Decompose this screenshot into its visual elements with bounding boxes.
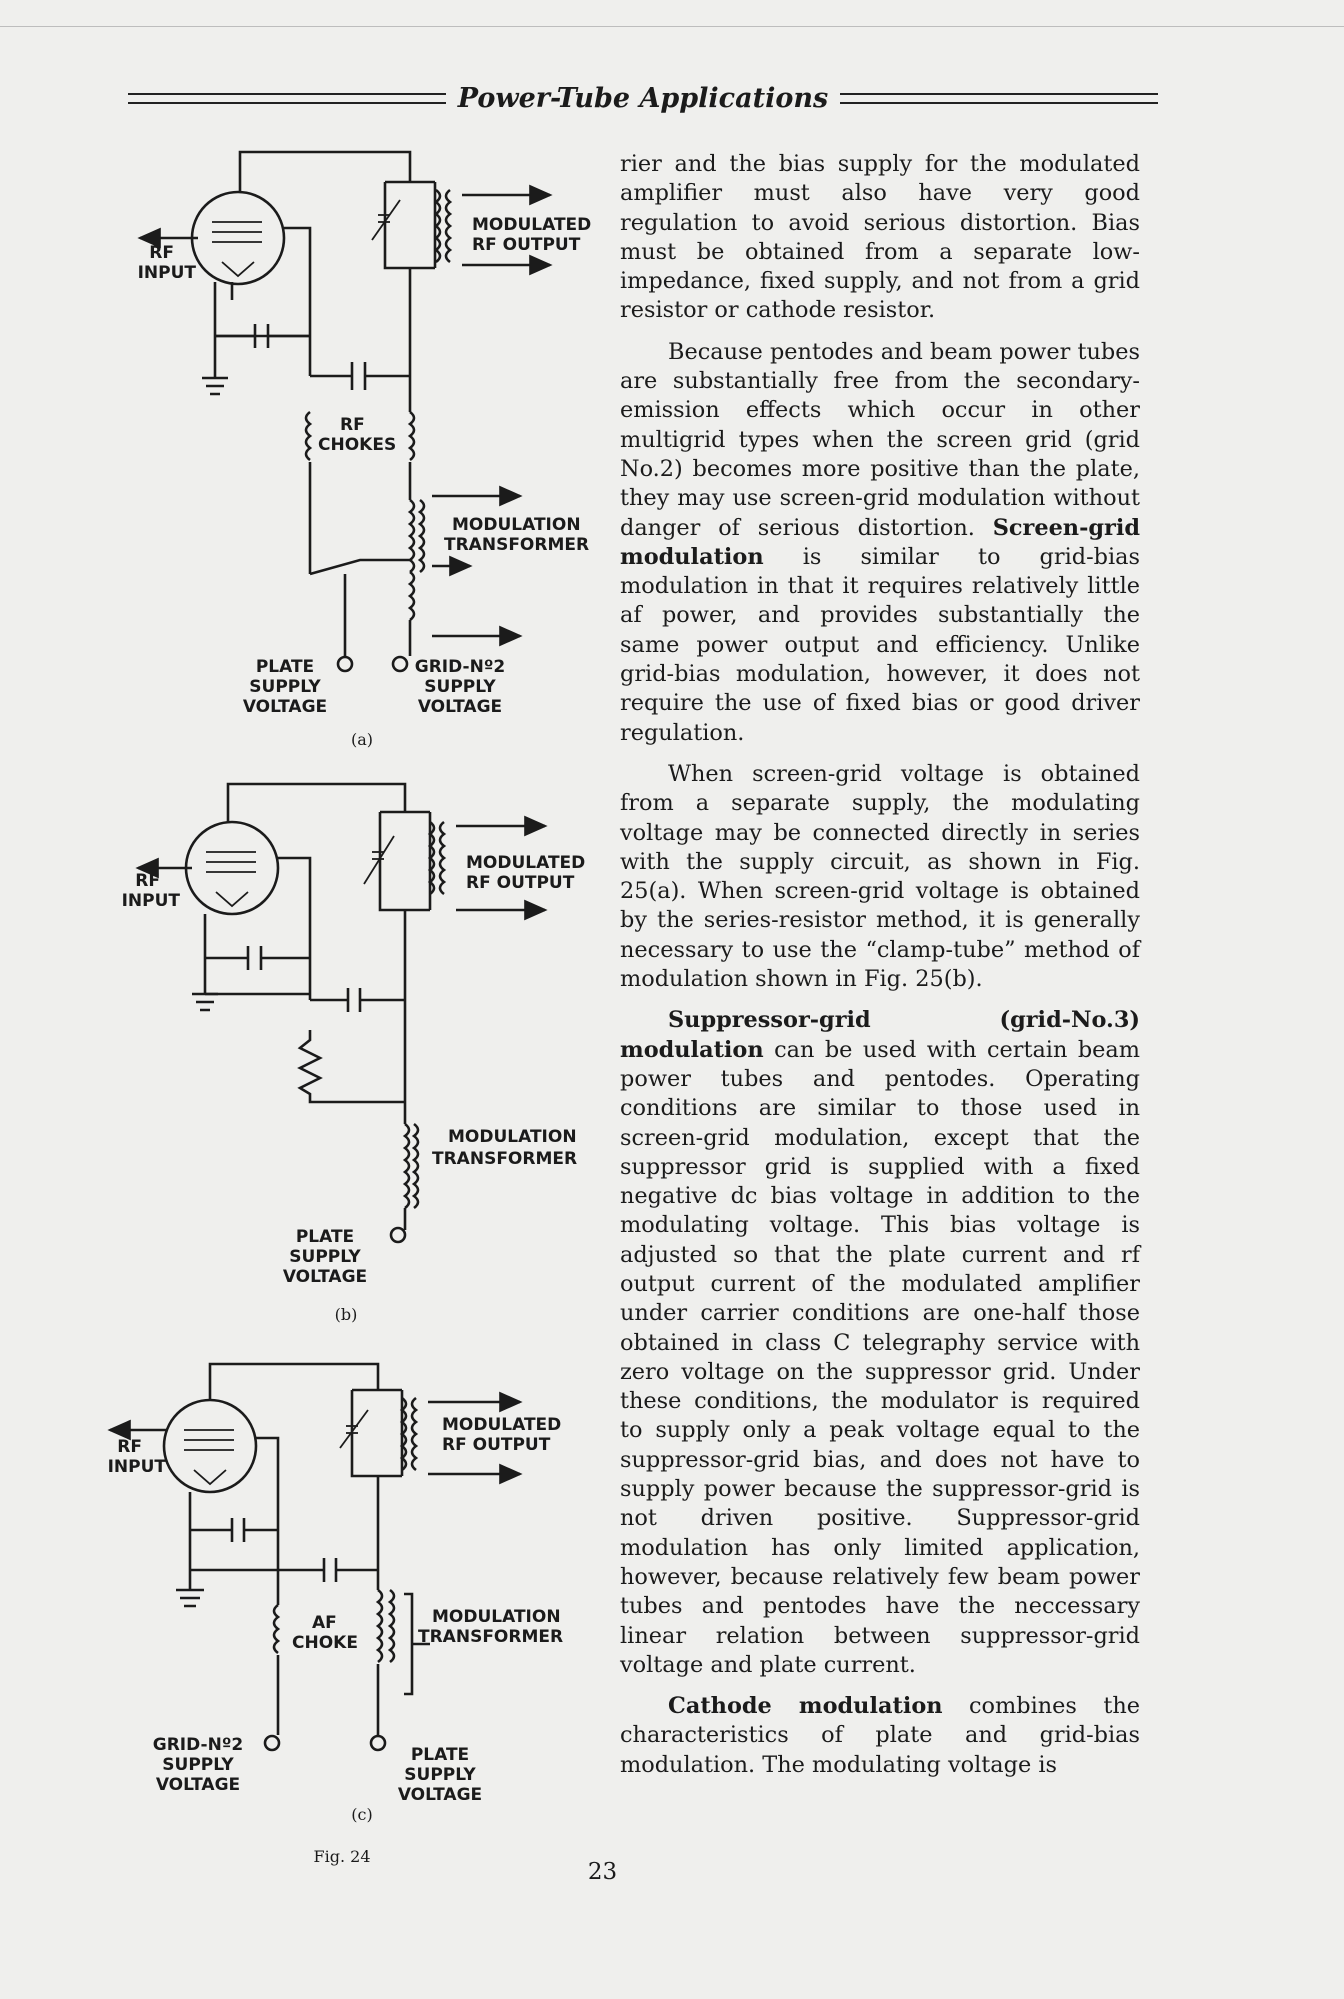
tube-b — [186, 822, 278, 914]
paragraph-2 — [620, 338, 1140, 748]
figure-label: Fig. 24 — [313, 1847, 371, 1866]
paragraph-2-text-a: Because pentodes and beam power tubes are substantially free from the secondary-emission effects which occur in other multigrid types when the screen grid (grid No.2) becomes more positive than the plate, they may use screen-grid modulation without danger of serious distortion. — [620, 338, 1140, 541]
figure-c — [108, 1364, 564, 1866]
a-mod-transformer-1: MODULATION — [452, 515, 581, 535]
tube-a — [192, 192, 284, 284]
a-plate-supply-3: VOLTAGE — [242, 697, 328, 717]
b-mod-rf-output-2: RF OUTPUT — [466, 873, 575, 893]
a-plate-supply-2: SUPPLY — [249, 677, 321, 697]
page-number: 23 — [587, 1859, 618, 1885]
paragraph-3: When screen-grid voltage is obtained from a separate supply, the modulating voltage may be connected directly in series with the supply circuit, as shown in Fig. 25(a). When screen-grid voltage is obtained by the series-resistor method, it is generally necessary to use the “clamp-tube” method of modulation shown in Fig. 25(b). — [620, 760, 1140, 993]
a-grid2-supply-2: SUPPLY — [424, 677, 496, 697]
b-mod-rf-output-1: MODULATED — [466, 853, 586, 873]
b-plate-supply-1: PLATE — [295, 1227, 355, 1247]
paragraph-5 — [620, 1692, 1140, 1780]
c-mod-transformer-2: TRANSFORMER — [418, 1627, 564, 1647]
c-af-choke-2: CHOKE — [292, 1633, 358, 1653]
c-rf-input-1: RF — [117, 1437, 142, 1457]
a-grid2-supply-3: VOLTAGE — [417, 697, 503, 717]
a-rf-input-2: INPUT — [137, 263, 196, 283]
paragraph-2-text-b: is similar to grid-bias modulation in that it requires relatively little af power, and provides substantially the same power output and efficiency. Unlike grid-bias modulation, however, it does not require the use of fixed bias or good driver regulation. — [620, 543, 1140, 746]
a-rf-chokes-2: CHOKES — [318, 435, 397, 455]
figure-a — [138, 152, 592, 749]
running-head-title: Power-Tube Applications — [457, 82, 829, 114]
c-grid2-supply-1: GRID-Nº2 — [152, 1735, 244, 1755]
paragraph-4-term: Suppressor-grid (grid-No.3) modulation — [620, 1007, 1140, 1063]
c-plate-supply-2: SUPPLY — [404, 1765, 476, 1785]
c-mod-rf-output-1: MODULATED — [442, 1415, 562, 1435]
b-rf-input-1: RF — [135, 871, 160, 891]
a-caption: (a) — [350, 730, 374, 749]
figure-b — [122, 784, 586, 1324]
a-rf-chokes-1: RF — [340, 415, 365, 435]
b-plate-supply-3: VOLTAGE — [282, 1267, 368, 1287]
paragraph-1: rier and the bias supply for the modulated amplifier must also have very good regulation to avoid serious distortion. Bias must be obtained from a separate low-impedance, fixed supply, and not from a grid resistor or cathode resistor. — [620, 151, 1140, 324]
a-mod-rf-output-2: RF OUTPUT — [472, 235, 581, 255]
b-plate-supply-2: SUPPLY — [289, 1247, 361, 1267]
b-mod-transformer-2: TRANSFORMER — [432, 1149, 578, 1169]
paragraph-4 — [620, 1006, 1140, 1680]
paragraph-2-term: Screen-grid modulation — [620, 514, 1140, 570]
c-plate-supply-1: PLATE — [410, 1745, 470, 1765]
paragraph-5-text: combines the characteristics of plate and grid-bias modulation. The modulating voltage is — [620, 1693, 1141, 1778]
paragraph-5-term: Cathode modulation — [668, 1693, 943, 1720]
c-grid2-supply-2: SUPPLY — [162, 1755, 234, 1775]
c-mod-rf-output-2: RF OUTPUT — [442, 1435, 551, 1455]
b-rf-input-2: INPUT — [121, 891, 180, 911]
b-mod-transformer-1: MODULATION — [448, 1127, 577, 1147]
c-caption: (c) — [351, 1805, 373, 1824]
paragraph-4-text: can be used with certain beam power tubes and pentodes. Operating conditions are similar to those used in screen-grid modulation, except that the suppressor grid is supplied with a fixed negative dc bias voltage in addition to the modulating voltage. This bias voltage is adjusted so that the plate current and rf output current of the modulated amplifier under carrier conditions are one-half those obtained in class C telegraphy service with zero voltage on the suppressor grid. Under these conditions, the modulator is required to supply only a peak voltage equal to the suppressor-grid bias, and does not have to supply power because the suppressor-grid is not driven positive. Suppressor-grid modulation has only limited application, however, because relatively few beam power tubes and pentodes have the neccessary linear relation between suppressor-grid voltage and plate current. — [620, 1036, 1140, 1678]
c-rf-input-2: INPUT — [107, 1457, 166, 1477]
a-mod-transformer-2: TRANSFORMER — [444, 535, 590, 555]
body-text-column — [620, 150, 1140, 1780]
a-grid2-supply-1: GRID-Nº2 — [414, 657, 506, 677]
c-grid2-supply-3: VOLTAGE — [155, 1775, 241, 1795]
a-mod-rf-output-1: MODULATED — [472, 215, 592, 235]
c-af-choke-1: AF — [312, 1613, 337, 1633]
c-mod-transformer-1: MODULATION — [432, 1607, 561, 1627]
header-rule-right — [840, 93, 1158, 104]
c-plate-supply-3: VOLTAGE — [397, 1785, 483, 1805]
schematic-figures — [0, 0, 620, 1900]
a-rf-input-1: RF — [149, 243, 174, 263]
b-caption: (b) — [334, 1305, 358, 1324]
a-plate-supply-1: PLATE — [255, 657, 315, 677]
tube-c — [164, 1400, 256, 1492]
